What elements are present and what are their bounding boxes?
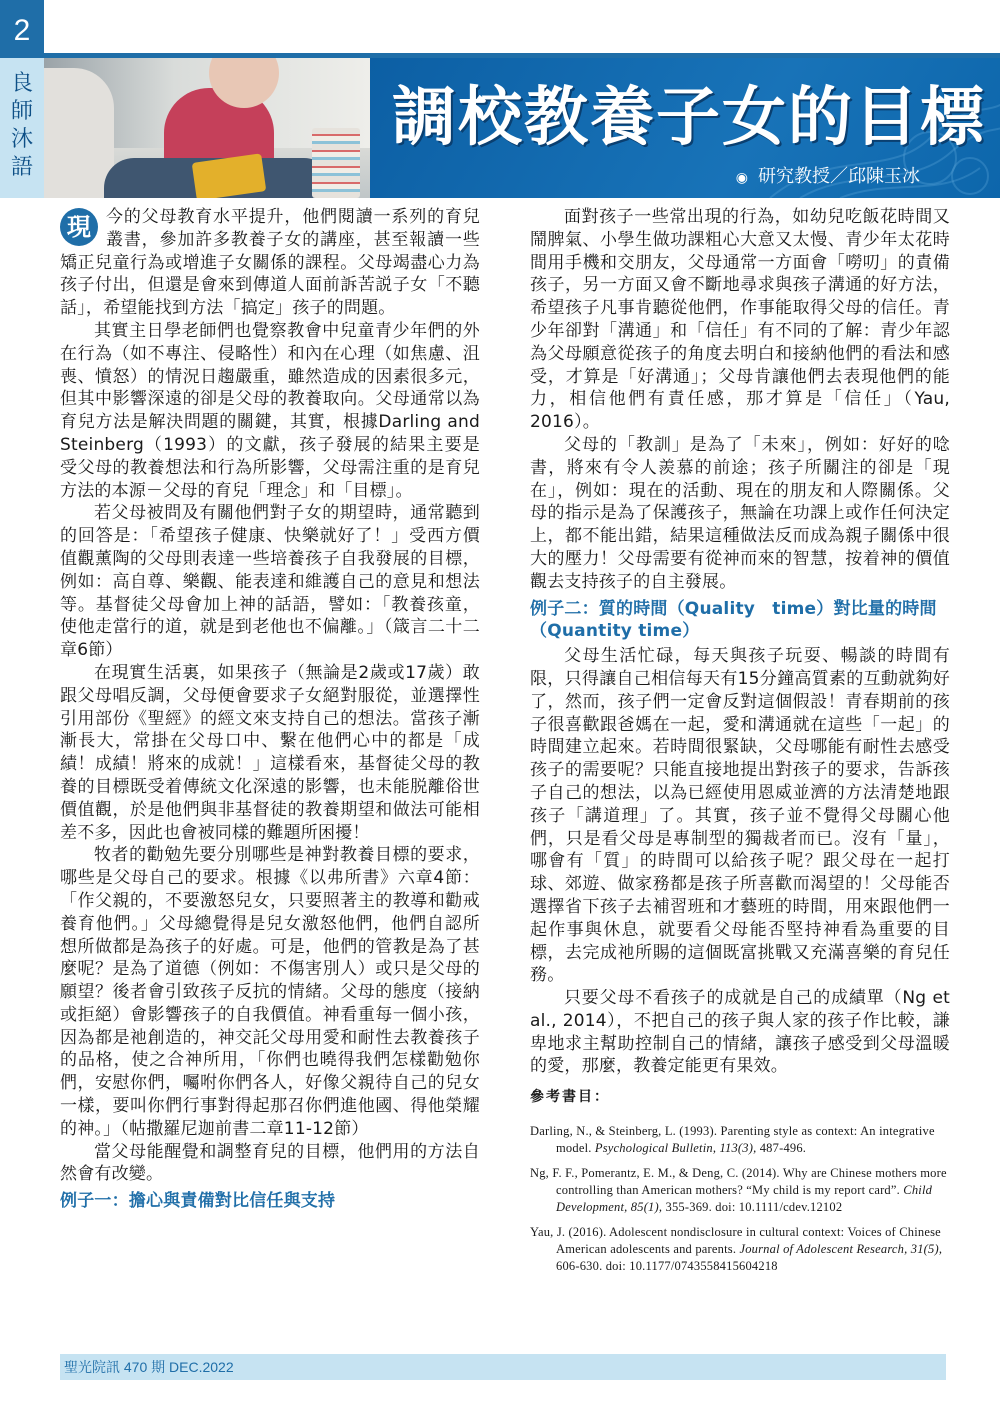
section-label-char: 沐 <box>10 127 33 152</box>
reference-italic: Psychological Bulletin, 113(3), <box>594 1141 757 1156</box>
section-label-char: 良 <box>10 71 33 96</box>
section-heading <box>60 1190 480 1213</box>
reference-pre: Yau, J. (2016). Adolescent nondisclosure in cultural context: Voices of Chinese American adolescents and parents. <box>530 1225 941 1257</box>
paragraph <box>530 645 950 987</box>
reference-post: 606-630. doi: 10.1177/0743558415604218 <box>556 1259 778 1274</box>
reference-pre: Darling, N., & Steinberg, L. (1993). Parenting style as context: An integrative model. <box>530 1124 935 1156</box>
references-list <box>530 1123 950 1275</box>
paragraph-text: 當父母能醒覺和調整育兒的目標，他們用的方法自然會有改變。 <box>60 1141 480 1185</box>
paragraph <box>60 1141 480 1187</box>
section-heading <box>530 598 950 644</box>
author-name: 研究教授／邱陳玉冰 <box>758 166 920 187</box>
paragraph <box>60 662 480 844</box>
paragraph-text: 在現實生活裏，如果孩子（無論是2歲或17歲）敢跟父母唱反調，父母便會要求子女絕對服從，並選擇性引用部份《聖經》的經文來支持自己的想法。當孩子漸漸長大，常掛在父母口中、繫在他們心中的都是「成績！成績！將來的成就！」這樣看來，基督徒父母的教養的目標既受着傳統文化深遠的影響，也未能脱離俗世價值觀，於是他們與非基督徒的教養期望和做法可能相差不多，因此也會被同樣的難題所困擾！ <box>60 662 480 843</box>
article-title: 調校教養子女的目標 <box>392 81 986 155</box>
paragraph-text: 例子二：質的時間（Quality time）對比量的時間（Quantity time） <box>530 598 937 642</box>
paragraph-text: 牧者的勸勉先要分別哪些是神對教養目標的要求，哪些是父母自己的要求。根據《以弗所書》六章4節：「作父親的，不要激怒兒女，只要照著主的教導和勸戒養育他們。」父母總覺得是兒女激怒他們，他們自認所想所做都是為孩子的好處。可是，他們的管教是為了甚麼呢？是為了道德（例如：不傷害別人）或只是父母的願望？後者會引致孩子反抗的情緒。父母的態度（接納或拒絕）會影響孩子的自我價值。神看重每一個小孩，因為都是祂創造的，神交託父母用愛和耐性去教養孩子的品格，使之合神所用，「你們也曉得我們怎樣勸勉你們，安慰你們，囑咐你們各人，好像父親待自己的兒女一樣，要叫你們行事對得起那召你們進他國、得他榮耀的神。」（帖撒羅尼迦前書二章11-12節） <box>60 845 480 1139</box>
reference-item <box>530 1224 950 1275</box>
right-column-body <box>530 206 950 1078</box>
reference-post: 487-496. <box>756 1141 807 1156</box>
paragraph-text: 其實主日學老師們也覺察教會中兒童青少年們的外在行為（如不專注、侵略性）和內在心理（如焦慮、沮喪、憤怒）的情況日趨嚴重，雖然造成的因素很多元，但其中影響深遠的卻是父母的教養取向。父母通常以為育兒方法是解決問題的關鍵，其實，根據Darling and Steinberg（1993）的文獻，孩子發展的結果主要是受父母的教養想法和行為所影響，父母需注重的是育兒方法的本源－父母的育兒「理念」和「目標」。 <box>60 320 480 501</box>
footer-bar: 聖光院訊 470 期 DEC.2022 <box>60 1354 946 1380</box>
paragraph <box>60 844 480 1140</box>
reference-item <box>530 1123 950 1157</box>
paragraph-text: 若父母被問及有關他們對子女的期望時，通常聽到的回答是：「希望孩子健康、快樂就好了！」受西方價值觀薰陶的父母則表達一些培養孩子自我發展的目標，例如：高自尊、樂觀、能表達和維護自己的意見和想法等。基督徒父母會加上神的話語，譬如：「教養孩童，使他走當行的道，就是到老他也不偏離。」（箴言二十二章6節） <box>60 503 480 661</box>
reference-pre: Ng, F. F., Pomerantz, E. M., & Deng, C. (2014). Why are Chinese mothers more controlling than American mothers? “My child is my report card”. <box>530 1166 947 1198</box>
paragraph-text: 今的父母教育水平提升，他們閱讀一系列的育兒叢書，參加許多教養子女的講座，甚至報讀一些矯正兒童行為或增進子女關係的課程。父母竭盡心力為孩子付出，但還是會來到傳道人面前訴苦説子女「不聽話」，希望能找到方法「搞定」孩子的問題。 <box>60 207 480 319</box>
reference-item <box>530 1165 950 1216</box>
left-column <box>60 206 480 1215</box>
paragraph-text: 例子一：擔心與責備對比信任與支持 <box>60 1191 336 1212</box>
paragraph-text: 父母生活忙碌，每天與孩子玩耍、暢談的時間有限，只得讓自己相信每天有15分鐘高質素的互動就夠好了，然而，孩子們一定會反對這個假設！青春期前的孩子很喜歡跟爸媽在一起，愛和溝通就在這些「一起」的時間建立起來。若時間很緊缺，父母哪能有耐性去感受孩子的需要呢？只能直接地提出對孩子的要求，告訴孩子自己的想法，以為已經使用恩威並濟的方法清楚地跟孩子「講道理」了。其實，孩子並不覺得父母關心他們，只是看父母是專制型的獨裁者而已。沒有「量」，哪會有「質」的時間可以給孩子呢？跟父母在一起打球、郊遊、做家務都是孩子所喜歡而渴望的！父母能否選擇省下孩子去補習班和才藝班的時間，用來跟他們一起作事與休息，就要看父母能否堅持神看為重要的目標，去完成祂所賜的這個既富挑戰又充滿喜樂的育兒任務。 <box>530 646 950 986</box>
paragraph <box>530 206 950 434</box>
paragraph <box>60 320 480 502</box>
title-banner <box>370 58 1000 198</box>
section-label <box>0 58 44 198</box>
reference-italic: Child Development, 85(1), <box>556 1183 933 1215</box>
header-photo <box>44 58 370 198</box>
paragraph <box>60 206 480 320</box>
dropcap: 現 <box>60 208 98 246</box>
section-label-char: 語 <box>10 155 33 180</box>
references-title: 參考書目： <box>530 1089 610 1106</box>
paragraph <box>530 434 950 594</box>
paragraph-text: 面對孩子一些常出現的行為，如幼兒吃飯花時間又鬧脾氣、小學生做功課粗心大意又太慢、青少年太花時間用手機和交朋友，父母通常一方面會「嘮叨」的責備孩子，另一方面又會不斷地尋求與孩子溝通的好方法，希望孩子凡事肯聽從他們，作事能取得父母的信任。青少年卻對「溝通」和「信任」有不同的了解：青少年認為父母願意從孩子的角度去明白和接納他們的看法和感受，才算是「好溝通」；父母肯讓他們去表現他們的能力，相信他們有責任感，那才算是「信任」（Yau, 2016）。 <box>530 207 950 433</box>
bullet-icon: ◉ <box>735 170 748 186</box>
author-line <box>736 162 920 188</box>
paragraph <box>60 502 480 662</box>
right-column <box>530 206 950 1283</box>
page-number: 2 <box>0 0 44 58</box>
section-label-char: 師 <box>10 99 33 124</box>
paragraph-text: 只要父母不看孩子的成就是自己的成績單（Ng et al., 2014），不把自己的孩子與人家的孩子作比較，謙卑地求主幫助控制自己的情緒，讓孩子感受到父母溫暖的愛，那麼，教養定能更有果效。 <box>530 988 950 1077</box>
paragraph-text: 父母的「教訓」是為了「未來」，例如：好好的唸書，將來有令人羨慕的前途；孩子所關注的卻是「現在」，例如：現在的活動、現在的朋友和人際關係。父母的指示是為了保護孩子，無論在功課上或作任何決定上，都不能出錯，結果這種做法反而成為親子關係中很大的壓力！父母需要有從神而來的智慧，按着神的價值觀去支持孩子的自主發展。 <box>530 434 950 592</box>
reference-post: 355-369. doi: 10.1111/cdev.12102 <box>662 1200 843 1215</box>
reference-italic: Journal of Adolescent Research, 31(5), <box>739 1242 943 1257</box>
paragraph <box>530 987 950 1078</box>
